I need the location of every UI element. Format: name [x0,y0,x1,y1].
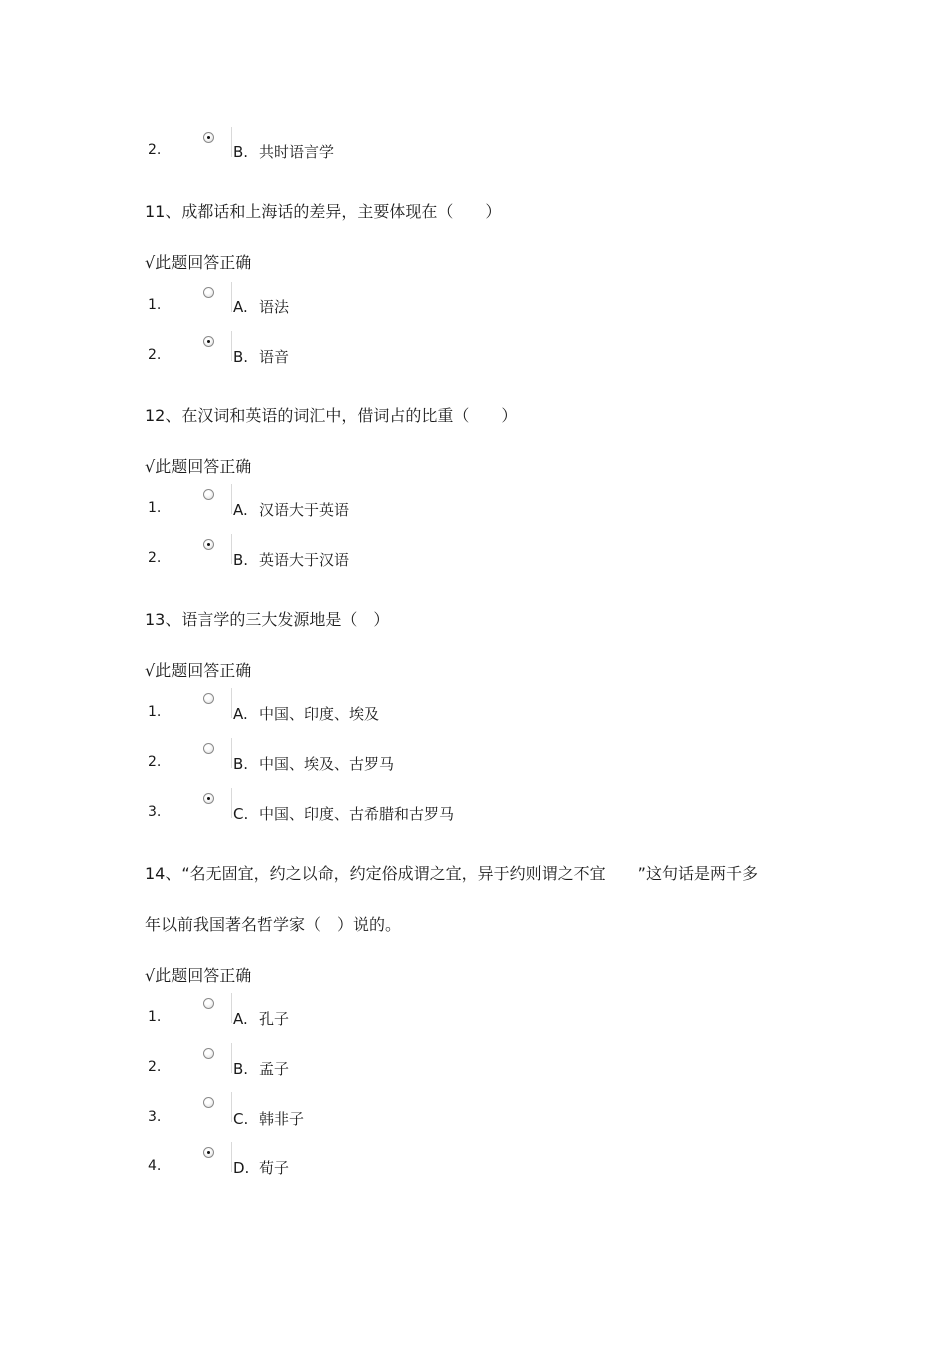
option-number: 3. [148,804,162,820]
radio-button[interactable] [203,287,214,298]
option-letter: A. [233,1010,248,1028]
radio-button-checked[interactable] [203,539,214,550]
option-text: 孔子 [259,1010,290,1028]
radio-button[interactable] [203,998,214,1009]
option-label [233,296,289,317]
radio-cell [200,127,232,157]
option-number: 4. [148,1158,162,1174]
option-letter: B. [233,755,249,773]
radio-button[interactable] [203,743,214,754]
option-text: 英语大于汉语 [259,551,350,569]
option-label [233,1008,289,1029]
option-number: 1. [148,297,162,313]
radio-cell [200,788,232,818]
radio-button[interactable] [203,1097,214,1108]
answer-status: √此题回答正确 [145,253,252,272]
radio-button-checked[interactable] [203,793,214,804]
option-text: 中国、埃及、古罗马 [259,755,395,773]
radio-button-checked[interactable] [203,132,214,143]
answer-status: √此题回答正确 [145,966,252,985]
radio-cell [200,282,232,312]
option-label [233,1157,289,1178]
option-text: 语音 [259,348,290,366]
radio-button[interactable] [203,1048,214,1059]
option-number: 2. [148,142,162,158]
option-number: 2. [148,550,162,566]
option-label [233,1058,289,1079]
option-letter: C. [233,805,249,823]
radio-cell [200,331,232,361]
option-text: 韩非子 [259,1110,305,1128]
option-text: 孟子 [259,1060,290,1078]
option-label [233,1108,304,1129]
option-label [233,141,334,162]
option-text: 荀子 [259,1159,290,1177]
question-14-text-continued: 年以前我国著名哲学家（ ）说的。 [145,915,402,934]
option-number: 2. [148,1059,162,1075]
option-letter: D. [233,1159,250,1177]
option-letter: B. [233,1060,249,1078]
radio-cell [200,1043,232,1073]
option-label [233,346,289,367]
option-number: 1. [148,704,162,720]
radio-cell [200,484,232,514]
option-number: 1. [148,1009,162,1025]
radio-cell [200,1142,232,1172]
radio-button-checked[interactable] [203,1147,214,1158]
option-label [233,499,349,520]
radio-button[interactable] [203,489,214,500]
question-13-text: 13、语言学的三大发源地是（ ） [145,610,390,629]
option-label [233,703,379,724]
option-text: 中国、印度、古希腊和古罗马 [259,805,455,823]
option-letter: B. [233,143,249,161]
radio-cell [200,688,232,718]
option-number: 1. [148,500,162,516]
option-label [233,753,394,774]
option-text: 语法 [259,298,290,316]
option-letter: A. [233,501,248,519]
option-text: 中国、印度、埃及 [259,705,380,723]
radio-button[interactable] [203,693,214,704]
option-letter: A. [233,298,248,316]
option-label [233,549,349,570]
question-12-text: 12、在汉词和英语的词汇中，借词占的比重（ ） [145,406,518,425]
option-text: 共时语言学 [259,143,335,161]
radio-cell [200,993,232,1023]
radio-cell [200,534,232,564]
question-11-text: 11、成都话和上海话的差异，主要体现在（ ） [145,202,502,221]
option-number: 2. [148,347,162,363]
question-14-text: 14、“名无固宜，约之以命，约定俗成谓之宜，异于约则谓之不宜 ”这句话是两千多 [145,864,758,883]
option-letter: B. [233,551,249,569]
radio-cell [200,738,232,768]
option-letter: B. [233,348,249,366]
radio-button-checked[interactable] [203,336,214,347]
radio-cell [200,1092,232,1122]
option-letter: C. [233,1110,249,1128]
answer-status: √此题回答正确 [145,457,252,476]
option-number: 3. [148,1109,162,1125]
option-text: 汉语大于英语 [259,501,350,519]
option-label [233,803,454,824]
answer-status: √此题回答正确 [145,661,252,680]
option-letter: A. [233,705,248,723]
option-number: 2. [148,754,162,770]
